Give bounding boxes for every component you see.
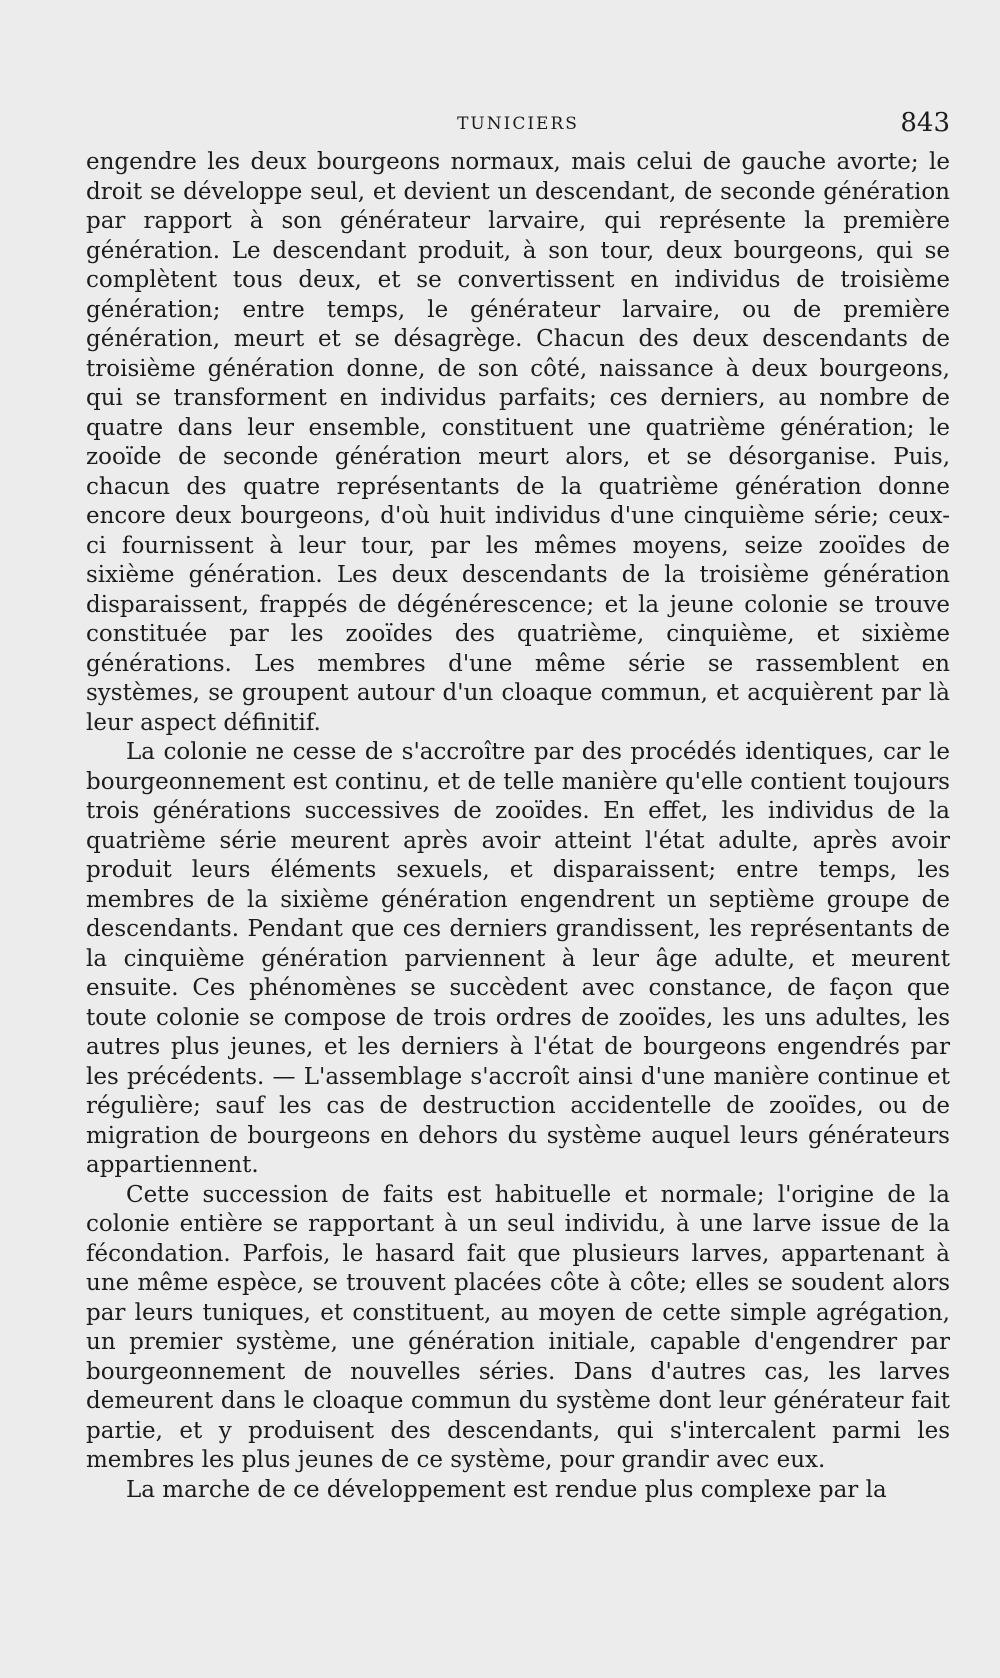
paragraph-4: La marche de ce développement est rendue plus complexe par la	[126, 1476, 887, 1503]
paragraph-3: Cette succession de faits est habituelle et normale; l'origine de la colonie entière se rapportant à un seul individu, à une larve issue de la fécondation. Parfois, le hasard fait que plusieurs larves, appartenant à une même espèce, se trouvent placées côte à côte; elles se soudent alors par leurs tuniques, et constituent, au moyen de cette simple agrégation, un premier système, une génération initiale, capable d'engendrer par bourgeonnement de nouvelles séries. Dans d'autres cas, les larves demeurent dans le cloaque commun du système dont leur générateur fait partie, et y produisent des descendants, qui s'intercalent parmi les membres les plus jeunes de ce système, pour grandir avec eux.	[86, 1181, 950, 1473]
body-text	[86, 148, 950, 1505]
paragraph-2: La colonie ne cesse de s'accroître par des procédés identiques, car le bourgeonnement est continu, et de telle manière qu'elle contient toujours trois générations successives de zooïdes. En effet, les individus de la quatrième série meurent après avoir atteint l'état adulte, après avoir produit leurs éléments sexuels, et disparaissent; entre temps, les membres de la sixième génération engendrent un septième groupe de descendants. Pendant que ces derniers grandissent, les représentants de la cinquième génération parviennent à leur âge adulte, et meurent ensuite. Ces phénomènes se succèdent avec constance, de façon que toute colonie se compose de trois ordres de zooïdes, les uns adultes, les autres plus jeunes, et les derniers à l'état de bourgeons engendrés par les précédents. — L'assemblage s'accroît ainsi d'une manière continue et régulière; sauf les cas de destruction accidentelle de zooïdes, ou de migration de bourgeons en dehors du système auquel leurs générateurs appartiennent.	[86, 739, 950, 1178]
paragraph-1: engendre les deux bourgeons normaux, mais celui de gauche avorte; le droit se développe seul, et devient un descendant, de seconde génération par rapport à son générateur larvaire, qui représente la première génération. Le descendant produit, à son tour, deux bourgeons, qui se complètent tous deux, et se convertissent en individus de troisième génération; entre temps, le générateur larvaire, ou de première génération, meurt et se désagrège. Chacun des deux descendants de troisième génération donne, de son côté, naissance à deux bourgeons, qui se transforment en individus parfaits; ces derniers, au nombre de quatre dans leur ensemble, constituent une quatrième génération; le zooïde de seconde génération meurt alors, et se désorganise. Puis, chacun des quatre représentants de la quatrième génération donne encore deux bourgeons, d'où huit individus d'une cinquième série; ceux-ci fournissent à leur tour, par les mêmes moyens, seize zooïdes de sixième génération. Les deux descendants de la troisième génération disparaissent, frappés de dégénérescence; et la jeune colonie se trouve constituée par les zooïdes des quatrième, cinquième, et sixième générations. Les membres d'une même série se rassemblent en systèmes, se groupent autour d'un cloaque commun, et acquièrent par là leur aspect définitif.	[86, 149, 950, 736]
page-header	[86, 108, 950, 148]
running-title: TUNICIERS	[457, 114, 579, 134]
page-number: 843	[900, 108, 950, 138]
